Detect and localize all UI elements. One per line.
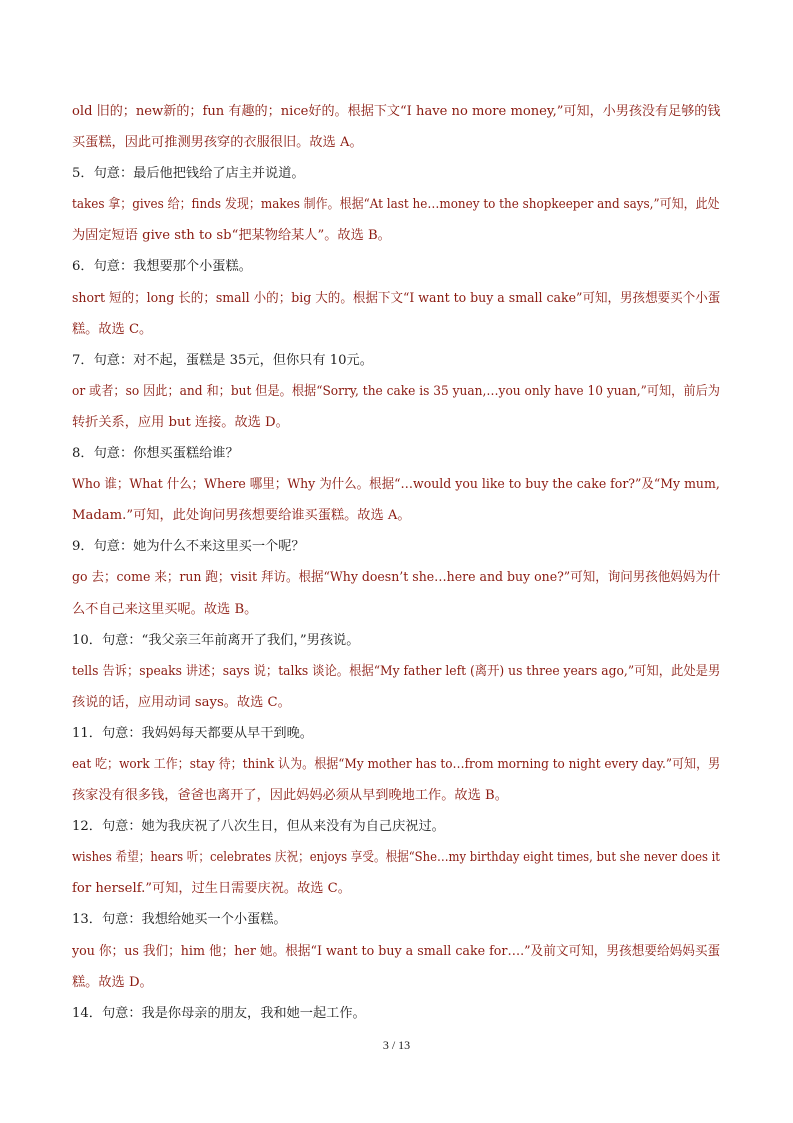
explanation-line: takes 拿；gives 给；finds 发现；makes 制作。根据“At last he…money to the shopkeeper and says,”可知，此处 <box>72 197 720 213</box>
explanation-line: 孩说的话，应用动词 says。故选 C。 <box>72 694 291 710</box>
question-translation-line: 5．句意：最后他把钱给了店主并说道。 <box>72 166 305 182</box>
question-translation-line: 12．句意：她为我庆祝了八次生日，但从来没有为自己庆祝过。 <box>72 819 445 835</box>
explanation-line: 糕。故选 D。 <box>72 974 153 990</box>
question-translation-line: 10．句意：“我父亲三年前离开了我们，”男孩说。 <box>72 632 360 648</box>
explanation-line: or 或者；so 因此；and 和；but 但是。根据“Sorry, the cake is 35 yuan,…you only have 10 yuan,”可知，前后为 <box>72 383 720 399</box>
explanation-line: 么不自己来这里买呢。故选 B。 <box>72 601 258 617</box>
question-translation-line: 9．句意：她为什么不来这里买一个呢？ <box>72 539 305 555</box>
explanation-line: tells 告诉；speaks 讲述；says 说；talks 谈论。根据“My father left (离开) us three years ago,”可知，此处是男 <box>72 663 721 679</box>
question-translation-line: 14．句意：我是你母亲的朋友，我和她一起工作。 <box>72 1005 366 1021</box>
question-translation-line: 8．句意：你想买蛋糕给谁？ <box>72 446 239 462</box>
explanation-line: old 旧的；new新的；fun 有趣的；nice好的。根据下文“I have no more money,”可知，小男孩没有足够的钱 <box>72 104 721 119</box>
explanation-line: 为固定短语 give sth to sb“把某物给某人”。故选 B。 <box>72 228 391 244</box>
explanation-line: you 你；us 我们；him 他；her 她。根据“I want to buy a small cake for….”及前文可知，男孩想要给妈妈买蛋 <box>72 943 721 959</box>
explanation-line: 买蛋糕，因此可推测男孩穿的衣服很旧。故选 A。 <box>72 135 363 151</box>
question-translation-line: 13．句意：我想给她买一个小蛋糕。 <box>72 912 287 928</box>
explanation-line: Madam.”可知，此处询问男孩想要给谁买蛋糕。故选 A。 <box>72 508 411 524</box>
explanation-line: eat 吃；work 工作；stay 待；think 认为。根据“My mother has to…from morning to night every day.”可知，男 <box>72 756 721 772</box>
explanation-line: wishes 希望；hears 听；celebrates 庆祝；enjoys 享受。根据“She…my birthday eight times, but she never does it <box>72 850 720 866</box>
explanation-line: 转折关系，应用 but 连接。故选 D。 <box>72 414 289 430</box>
explanation-line: 孩家没有很多钱，爸爸也离开了，因此妈妈必须从早到晚地工作。故选 B。 <box>72 788 508 804</box>
explanation-line: 糕。故选 C。 <box>72 321 153 337</box>
explanation-line: for herself.”可知，过生日需要庆祝。故选 C。 <box>72 881 351 897</box>
question-translation-line: 6．句意：我想要那个小蛋糕。 <box>72 259 252 275</box>
question-translation-line: 11．句意：我妈妈每天都要从早干到晚。 <box>72 725 313 741</box>
explanation-line: Who 谁；What 什么；Where 哪里；Why 为什么。根据“…would you like to buy the cake for?”及“My mum, <box>72 477 720 493</box>
explanation-line: short 短的；long 长的；small 小的；big 大的。根据下文“I want to buy a small cake”可知，男孩想要买个小蛋 <box>72 290 721 306</box>
page-number: 3 / 13 <box>382 1038 411 1052</box>
explanation-line: go 去；come 来；run 跑；visit 拜访。根据“Why doesn’t she…here and buy one?”可知，询问男孩他妈妈为什 <box>72 570 721 586</box>
question-translation-line: 7．句意：对不起，蛋糕是 35元，但你只有 10元。 <box>72 352 373 368</box>
answer-explanations <box>72 96 720 1029</box>
